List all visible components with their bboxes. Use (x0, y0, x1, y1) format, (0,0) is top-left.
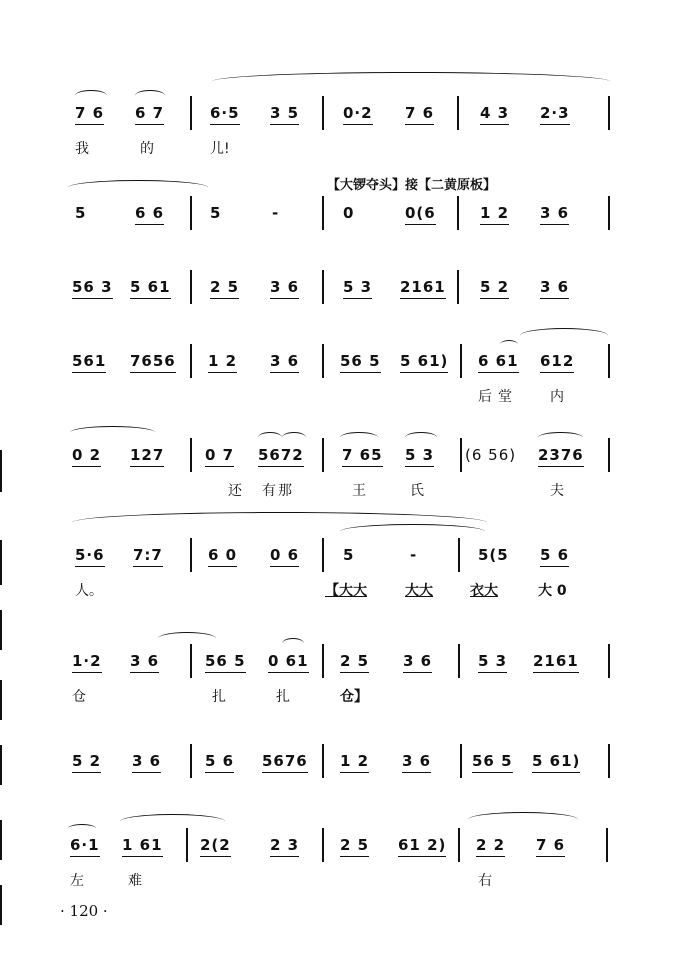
note-cell: 0·2 (343, 104, 373, 122)
note-cell: - (410, 546, 418, 564)
note-cell: 5672 (258, 446, 304, 464)
note-cell: 5 (75, 204, 87, 222)
lyric: 难 (128, 873, 142, 889)
lyric: 儿! (210, 141, 230, 157)
note-cell: 56 3 (72, 278, 113, 296)
note-cell: 5 3 (478, 652, 508, 670)
lyric: 右 (478, 873, 492, 889)
note-cell: 0 61 (268, 652, 309, 670)
note-cell: 6 0 (208, 546, 238, 564)
lyric: 扎 (276, 689, 290, 705)
note-cell: 6 6 (135, 204, 165, 222)
note-cell: 561 (72, 352, 107, 370)
note-cell: 1·2 (72, 652, 102, 670)
bar-line (190, 344, 192, 378)
note-cell: 5(5 (478, 546, 509, 564)
note-cell: 2161 (400, 278, 446, 296)
note-cell: 612 (540, 352, 575, 370)
lyric: 我 (75, 141, 89, 157)
lyric: 夫 (550, 483, 564, 499)
staff-row-2 (0, 178, 690, 284)
lyric: 大 0 (538, 583, 567, 599)
note-cell: 5·6 (75, 546, 105, 564)
lyric: 的 (140, 141, 154, 157)
note-cell: 5 61) (532, 752, 581, 770)
note-cell: 0 2 (72, 446, 102, 464)
note-cell: 2161 (533, 652, 579, 670)
bar-line (322, 270, 324, 304)
note-cell: 2(2 (200, 836, 231, 854)
note-cell: 0 (343, 204, 355, 222)
note-cell: 5 6 (205, 752, 235, 770)
bar-line (458, 644, 460, 678)
bar-line (460, 344, 462, 378)
note-cell: 5 3 (343, 278, 373, 296)
note-cell: 1 2 (480, 204, 510, 222)
note-cell: 0 7 (205, 446, 235, 464)
bar-line (190, 196, 192, 230)
note-cell: 2 2 (476, 836, 506, 854)
bar-line (460, 438, 462, 472)
note-cell: 5 3 (405, 446, 435, 464)
note-cell: 7 6 (405, 104, 435, 122)
staff-row-6 (0, 546, 690, 626)
note-cell: 3 6 (540, 204, 570, 222)
note-cell: 3 6 (132, 752, 162, 770)
bar-line (457, 96, 459, 130)
bar-line (190, 96, 192, 130)
bar-line (322, 538, 324, 572)
note-cell: 7 6 (536, 836, 566, 854)
note-cell: (6 56) (465, 446, 517, 464)
note-cell: 7 6 (75, 104, 105, 122)
note-cell: 5 2 (72, 752, 102, 770)
lyric: 有那 (262, 483, 294, 499)
note-cell: 7 65 (342, 446, 383, 464)
bar-line (322, 196, 324, 230)
bar-line (190, 744, 192, 778)
lyric: 仓 (72, 689, 86, 705)
note-cell: 3 6 (270, 278, 300, 296)
bar-line (458, 538, 460, 572)
lyric: 扎 (212, 689, 226, 705)
bar-line (186, 828, 188, 862)
note-cell: 56 5 (205, 652, 246, 670)
note-cell: 1 2 (208, 352, 238, 370)
note-cell: 4 3 (480, 104, 510, 122)
performance-direction: 【大锣夺头】接【二黄原板】 (327, 178, 497, 193)
note-cell: 3 6 (403, 652, 433, 670)
lyric: 氏 (410, 483, 424, 499)
bar-line (322, 96, 324, 130)
note-cell: 5 61 (130, 278, 171, 296)
bar-line (458, 828, 460, 862)
note-cell: 5 2 (480, 278, 510, 296)
lyric: 人。 (75, 583, 103, 599)
note-cell: 6·5 (210, 104, 240, 122)
note-cell: 2 5 (210, 278, 240, 296)
bar-line (608, 96, 610, 130)
bar-line (608, 744, 610, 778)
staff-row-7 (0, 652, 690, 732)
bar-line (190, 438, 192, 472)
staff-row-4 (0, 352, 690, 432)
note-cell: 2 5 (340, 836, 370, 854)
bar-line (322, 644, 324, 678)
bar-line (606, 828, 608, 862)
lyric: 仓】 (340, 689, 368, 705)
lyric: 【大大 (325, 583, 367, 599)
lyric: 后堂 (478, 389, 518, 405)
note-cell: 3 6 (270, 352, 300, 370)
bar-line (190, 538, 192, 572)
bar-line (460, 744, 462, 778)
bar-line (322, 744, 324, 778)
staff-row-8 (0, 752, 690, 832)
lyric: 衣大 (470, 583, 498, 599)
bar-line (322, 438, 324, 472)
note-cell: 1 61 (122, 836, 163, 854)
note-cell: 3 5 (270, 104, 300, 122)
note-cell: 0 6 (270, 546, 300, 564)
note-cell: 5 (343, 546, 355, 564)
note-cell: 2376 (538, 446, 584, 464)
note-cell: 7656 (130, 352, 176, 370)
lyric: 左 (70, 873, 84, 889)
note-cell: 1 2 (340, 752, 370, 770)
note-cell: 3 6 (540, 278, 570, 296)
bar-line (608, 438, 610, 472)
note-cell: 3 6 (402, 752, 432, 770)
bar-line (457, 270, 459, 304)
bar-line (190, 644, 192, 678)
note-cell: 56 5 (472, 752, 513, 770)
note-cell: 7:7 (133, 546, 163, 564)
note-cell: 61 2) (398, 836, 447, 854)
note-cell: 6 7 (135, 104, 165, 122)
note-cell: 6·1 (70, 836, 100, 854)
bar-line (608, 644, 610, 678)
note-cell: 127 (130, 446, 165, 464)
staff-row-3 (0, 278, 690, 358)
note-cell: 5 (210, 204, 222, 222)
note-cell: 5 61) (400, 352, 449, 370)
note-cell: 2 3 (270, 836, 300, 854)
note-cell: 2 5 (340, 652, 370, 670)
bar-line (457, 196, 459, 230)
bar-line (608, 344, 610, 378)
note-cell: 3 6 (130, 652, 160, 670)
lyric: 大大 (405, 583, 433, 599)
note-cell: 56 5 (340, 352, 381, 370)
note-cell: 5676 (262, 752, 308, 770)
lyric: 还 (228, 483, 242, 499)
note-cell: 2·3 (540, 104, 570, 122)
staff-row-1 (0, 104, 690, 184)
bar-line (608, 196, 610, 230)
page-number: · 120 · (60, 902, 108, 920)
note-cell: 0(6 (405, 204, 436, 222)
bar-line (322, 344, 324, 378)
note-cell: - (272, 204, 280, 222)
note-cell: 6 61 (478, 352, 519, 370)
bar-line (322, 828, 324, 862)
note-cell: 5 6 (540, 546, 570, 564)
bar-line (190, 270, 192, 304)
lyric: 内 (550, 389, 564, 405)
lyric: 王 (352, 483, 366, 499)
